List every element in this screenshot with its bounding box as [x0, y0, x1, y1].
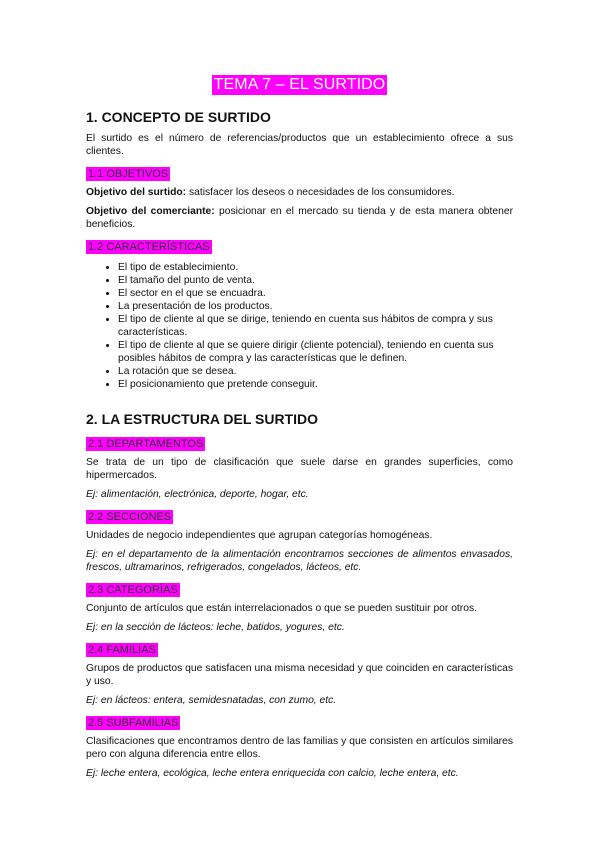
- objective-surtido-text: satisfacer los deseos o necesidades de los consumidores.: [186, 187, 455, 198]
- section-1-heading: 1. CONCEPTO DE SURTIDO: [86, 109, 271, 125]
- list-item: • El tipo de cliente al que se quiere dirigir (cliente potencial), teniendo en cuenta sus posibles hábitos de compra y las características que le definen.: [118, 339, 513, 365]
- subsection-2-4-text: Grupos de productos que satisfacen una misma necesidad y que coinciden en características y uso.: [86, 663, 513, 687]
- subsection-2-2-text: Unidades de negocio independientes que agrupan categorías homogéneas.: [86, 530, 433, 541]
- subsection-2-2-example: Ej: en el departamento de la alimentación encontramos secciones de alimentos envasados, frescos, ultramarinos, refrigerados, congelados, lácteos, etc.: [86, 549, 513, 573]
- subsection-2-2-heading: 2.2 SECCIONES: [88, 511, 172, 523]
- subsection-1-1-heading: 1.1 OBJETIVOS: [88, 168, 169, 180]
- list-item: • El sector en el que se encuadra.: [118, 287, 513, 300]
- list-item: • El posicionamiento que pretende conseguir.: [118, 378, 513, 391]
- subsection-2-3-example: Ej: en la sección de lácteos: leche, batidos, yogures, etc.: [86, 622, 345, 633]
- objective-surtido-label: Objetivo del surtido:: [86, 187, 187, 198]
- list-item: • La presentación de los productos.: [118, 300, 513, 313]
- objective-comerciante-text: posicionar en el mercado su tienda y de esta manera obtener beneficios.: [86, 206, 514, 230]
- objective-comerciante: [86, 205, 513, 231]
- subsection-2-1-heading: 2.1 DEPARTAMENTOS: [88, 438, 204, 450]
- subsection-2-3-text: Conjunto de artículos que están interrelacionados o que se pueden sustituir por otros.: [86, 603, 477, 614]
- document-title: TEMA 7 – EL SURTIDO: [213, 76, 386, 93]
- title-wrap: [86, 0, 513, 95]
- objective-surtido: [86, 186, 513, 199]
- list-item: • El tamaño del punto de venta.: [118, 274, 513, 287]
- list-item: • El tipo de establecimiento.: [118, 261, 513, 274]
- characteristics-list: [86, 261, 513, 391]
- list-item: • El tipo de cliente al que se dirige, teniendo en cuenta sus hábitos de compra y sus características.: [118, 313, 513, 339]
- section-2-heading: 2. LA ESTRUCTURA DEL SURTIDO: [86, 411, 319, 427]
- subsection-2-3-heading: 2.3 CATEGORÍAS: [88, 584, 178, 596]
- subsection-2-1-example: Ej: alimentación, electrónica, deporte, hogar, etc.: [86, 489, 309, 500]
- list-item: • La rotación que se desea.: [118, 365, 513, 378]
- subsection-2-4-heading: 2.4 FAMILIAS: [88, 644, 156, 656]
- section-1-intro: El surtido es el número de referencias/productos que un establecimiento ofrece a sus clientes.: [86, 133, 513, 157]
- objective-comerciante-label: Objetivo del comerciante:: [86, 206, 215, 217]
- subsection-2-5-example: Ej: leche entera, ecológica, leche entera enriquecida con calcio, leche entera, etc.: [86, 768, 459, 779]
- subsection-2-5-text: Clasificaciones que encontramos dentro de las familias y que consisten en artículos similares pero con alguna diferencia entre ellos.: [86, 736, 513, 760]
- subsection-1-2-heading: 1.2 CARACTERÍSTICAS: [88, 241, 210, 253]
- subsection-2-5-heading: 2.5 SUBFAMILIAS: [88, 717, 179, 729]
- subsection-2-1-text: Se trata de un tipo de clasificación que suele darse en grandes superficies, como hipermercados.: [86, 457, 513, 481]
- subsection-2-4-example: Ej: en lácteos: entera, semidesnatadas, con zumo, etc.: [86, 695, 337, 706]
